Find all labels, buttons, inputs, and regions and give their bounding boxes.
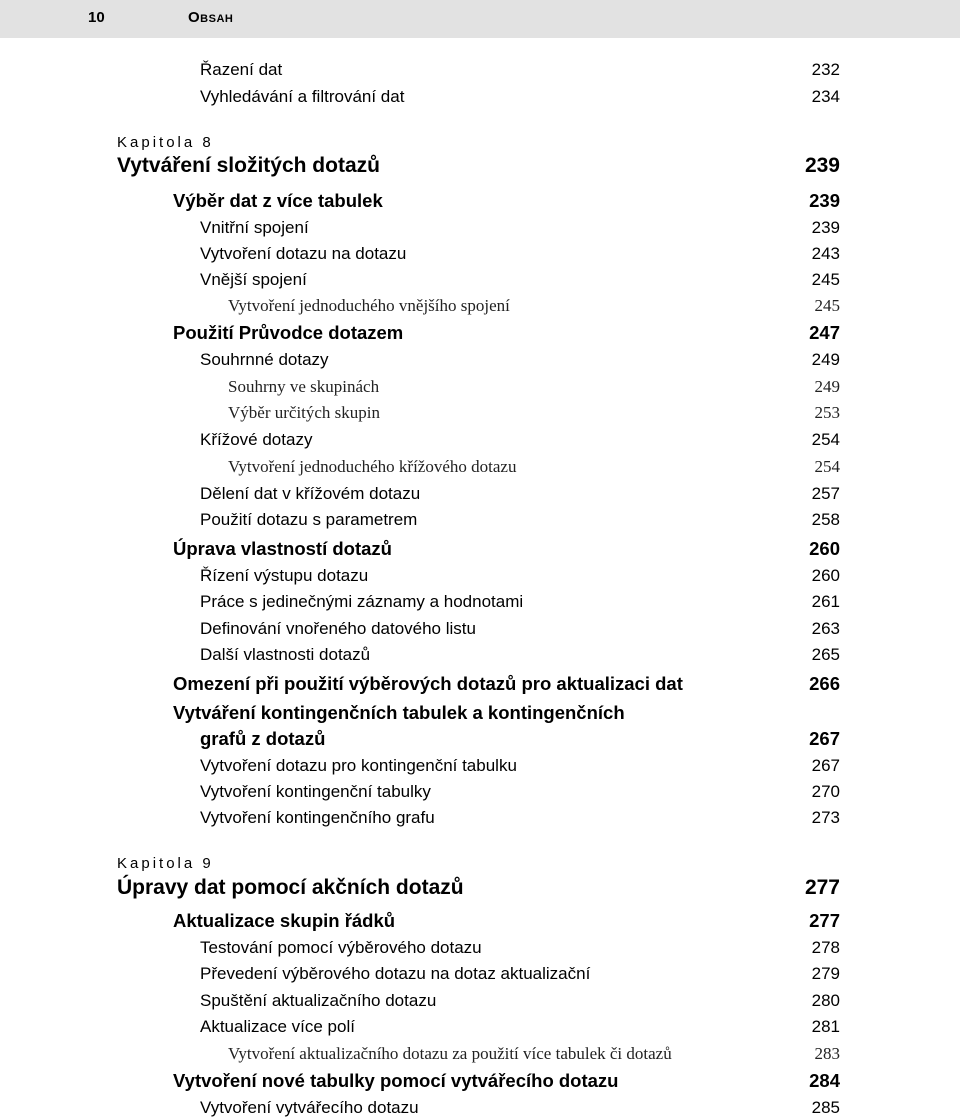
toc-entry-title: Převedení výběrového dotazu na dotaz aktualizační	[200, 964, 591, 983]
toc-entry-title: Vytvoření vytvářecího dotazu	[200, 1098, 419, 1117]
toc-entry-title: Vytvoření jednoduchého křížového dotazu	[228, 457, 517, 476]
toc-entry-title: Práce s jedinečnými záznamy a hodnotami	[200, 592, 524, 611]
toc-entry-title: Testování pomocí výběrového dotazu	[200, 938, 482, 957]
toc-entry-page: 257	[811, 484, 840, 503]
toc-entry-page: 239	[804, 154, 840, 177]
toc-entry-title: Křížové dotazy	[200, 430, 313, 449]
toc-entry-page: 273	[811, 808, 840, 827]
toc-entry-page: 243	[811, 244, 840, 263]
page-title: Obsah	[188, 9, 234, 26]
toc-entry-title: Vytvoření kontingenčního grafu	[200, 808, 435, 827]
toc-entry-title: Řazení dat	[200, 60, 283, 79]
toc-entry-page: 232	[811, 60, 840, 79]
toc-entry-title: grafů z dotazů	[200, 728, 326, 749]
toc-entry-title: Aktualizace skupin řádků	[173, 910, 396, 931]
toc-entry-page: 283	[814, 1044, 840, 1063]
toc-entry-page: 245	[811, 270, 840, 289]
toc-entry-title: Aktualizace více polí	[200, 1017, 355, 1036]
toc-entry-page: 280	[811, 991, 840, 1010]
toc-entry-title: Dělení dat v křížovém dotazu	[200, 484, 421, 503]
toc-entry-page: 260	[809, 538, 840, 559]
toc-entry-page: 277	[804, 876, 840, 899]
toc-entry-page: 247	[809, 322, 840, 343]
toc-entry-title: Úpravy dat pomocí akčních dotazů	[117, 876, 464, 899]
toc-entry-page: 254	[814, 457, 840, 476]
toc-entry-page: 266	[809, 673, 840, 694]
toc-entry-title: Další vlastnosti dotazů	[200, 645, 371, 664]
toc-entry-page: 260	[811, 566, 840, 585]
toc-entry-title: Vnitřní spojení	[200, 218, 309, 237]
toc-entry-page: 261	[811, 592, 840, 611]
toc-entry-title: Vytvoření aktualizačního dotazu za použití více tabulek či dotazů	[228, 1044, 672, 1063]
toc-entry-page: 234	[811, 87, 840, 106]
toc-entry-page: 277	[809, 910, 840, 931]
toc-entry-title: Výběr určitých skupin	[228, 403, 381, 422]
toc-entry-page: 267	[811, 756, 840, 775]
toc-entry-page: 285	[811, 1098, 840, 1117]
toc-entry-page: 254	[811, 430, 840, 449]
toc-entry-title: Vytvoření nové tabulky pomocí vytvářecího dotazu	[173, 1070, 619, 1091]
toc-entry-title: Definování vnořeného datového listu	[200, 619, 476, 638]
toc-entry-page: 270	[811, 782, 840, 801]
toc-entry-page: 249	[814, 377, 840, 396]
toc-entry-title: Vytvoření jednoduchého vnějšího spojení	[228, 296, 510, 315]
chapter-label-text: Kapitola 9	[117, 855, 214, 872]
toc-entry-page: 245	[814, 296, 840, 315]
toc-entry-title: Úprava vlastností dotazů	[173, 538, 392, 559]
toc-entry-title: Vytvoření kontingenční tabulky	[200, 782, 431, 801]
toc-entry-title: Výběr dat z více tabulek	[173, 190, 383, 211]
toc-entry-title: Vyhledávání a filtrování dat	[200, 87, 405, 106]
toc-entry-title: Souhrnné dotazy	[200, 350, 329, 369]
toc-entry-title: Spuštění aktualizačního dotazu	[200, 991, 437, 1010]
toc-entry-page: 279	[811, 964, 840, 983]
toc-entry-page: 253	[814, 403, 840, 422]
toc-entry-title: Použití Průvodce dotazem	[173, 322, 404, 343]
chapter-label-text: Kapitola 8	[117, 134, 214, 151]
toc-entry-page: 281	[811, 1017, 840, 1036]
page-number: 10	[88, 9, 105, 26]
toc-entry-page: 265	[811, 645, 840, 664]
toc-entry-title: Souhrny ve skupinách	[228, 377, 380, 396]
toc-entry-page: 239	[809, 190, 840, 211]
toc-entry-title: Vytváření složitých dotazů	[117, 154, 380, 177]
toc-entry-title: Omezení při použití výběrových dotazů pro aktualizaci dat	[173, 673, 683, 694]
toc-entry-page: 258	[811, 510, 840, 529]
toc-entry-page: 263	[811, 619, 840, 638]
toc-entry-page: 284	[809, 1070, 840, 1091]
toc-entry-title: Řízení výstupu dotazu	[200, 566, 369, 585]
toc-entry-page: 278	[811, 938, 840, 957]
toc-entry-page: 267	[809, 728, 840, 749]
toc-entry-title: Použití dotazu s parametrem	[200, 510, 418, 529]
toc-entry-title: Vytvoření dotazu na dotazu	[200, 244, 407, 263]
toc-entry-title: Vnější spojení	[200, 270, 307, 289]
page-header	[0, 0, 960, 38]
toc-entry-title: Vytvoření dotazu pro kontingenční tabulku	[200, 756, 517, 775]
toc-entry-title: Vytváření kontingenčních tabulek a kontingenčních	[173, 702, 625, 723]
toc-entry-page: 249	[811, 350, 840, 369]
toc-entry-page: 239	[811, 218, 840, 237]
